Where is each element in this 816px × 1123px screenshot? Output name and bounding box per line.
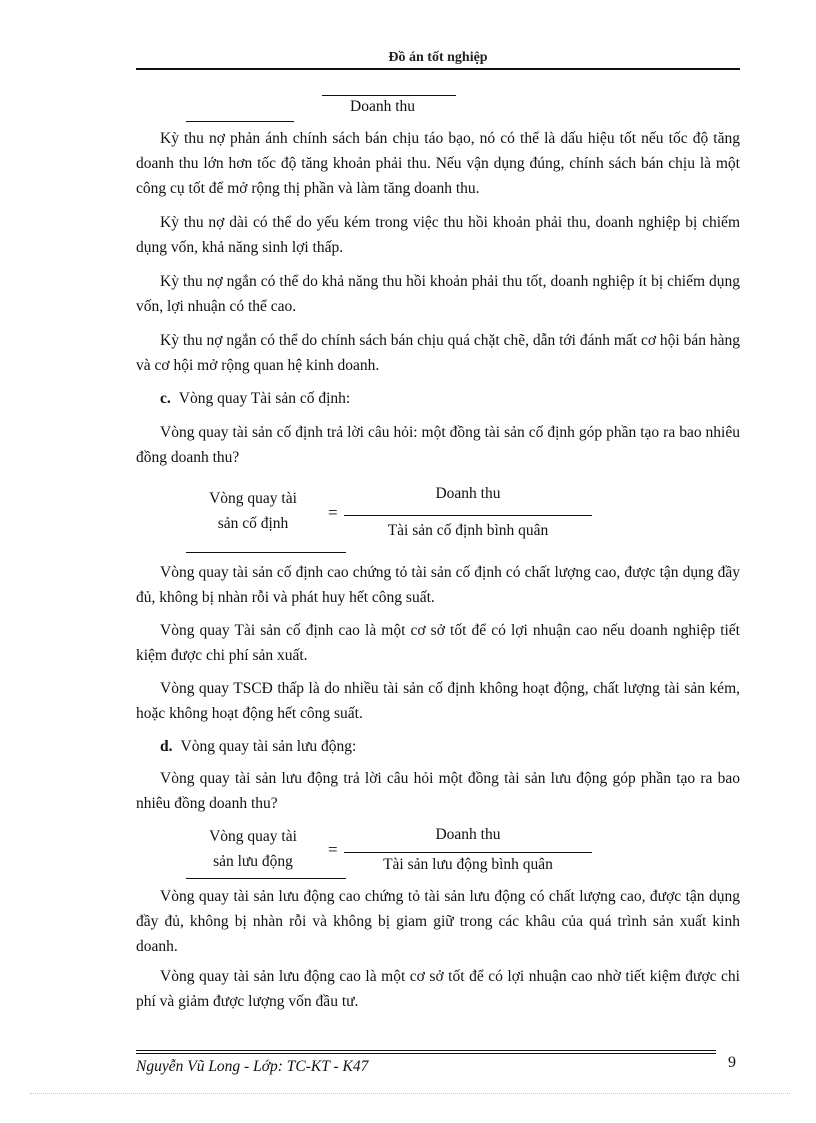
footer-divider-bottom bbox=[136, 1053, 716, 1054]
footer-divider-top bbox=[136, 1050, 716, 1051]
section-c-title: Vòng quay Tài sản cố định: bbox=[178, 390, 351, 407]
section-d-heading bbox=[160, 734, 356, 759]
section-c-paragraph-3: Vòng quay TSCĐ thấp là do nhiều tài sản cố định không hoạt động, chất lượng tài sản kém, hoặc không hoạt động hết công suất. bbox=[136, 680, 740, 722]
formula-d-numerator: Doanh thu bbox=[435, 826, 501, 843]
formula-d-underline bbox=[186, 878, 346, 879]
paragraph-4: Kỳ thu nợ ngắn có thể do chính sách bán chịu quá chặt chẽ, dẫn tới đánh mất cơ hội bán hàng và cơ hội mở rộng quan hệ kinh doanh. bbox=[136, 332, 740, 374]
page-number: 9 bbox=[728, 1054, 736, 1071]
section-c-letter: c. bbox=[160, 390, 171, 407]
section-d-paragraph-2: Vòng quay tài sản lưu động cao là một cơ sở tốt để có lợi nhuận cao nhờ tiết kiệm được chi phí và giảm được lượng vốn đầu tư. bbox=[136, 968, 740, 1010]
formula-d-equals: = bbox=[328, 840, 338, 859]
formula-d-left-line2: sản lưu động bbox=[213, 853, 293, 870]
formula-c-equals: = bbox=[328, 503, 338, 522]
paragraph-1: Kỳ thu nợ phản ánh chính sách bán chịu táo bạo, nó có thể là dấu hiệu tốt nếu tốc độ tăng doanh thu lớn hơn tốc độ tăng khoản phải thu. Nếu vận dụng đúng, chính sách bán chịu là một công cụ tốt để mở rộng thị phần và làm tăng doanh thu. bbox=[136, 130, 740, 197]
header-divider bbox=[136, 68, 740, 70]
section-c-paragraph-2: Vòng quay Tài sản cố định cao là một cơ sở tốt để có lợi nhuận cao nếu doanh nghiệp tiết kiệm được chi phí sản xuất. bbox=[136, 622, 740, 664]
page-bottom-dotted-line bbox=[30, 1093, 790, 1094]
top-left-underline bbox=[186, 121, 294, 122]
section-d-title: Vòng quay tài sản lưu động: bbox=[180, 738, 357, 755]
formula-c-left-line1: Vòng quay tài bbox=[209, 490, 297, 507]
paragraph-3: Kỳ thu nợ ngắn có thể do khả năng thu hồi khoản phải thu tốt, doanh nghiệp ít bị chiếm dụng vốn, lợi nhuận có thể cao. bbox=[136, 273, 740, 315]
top-fraction-denominator: Doanh thu bbox=[350, 98, 416, 115]
formula-d-left-line1: Vòng quay tài bbox=[209, 828, 297, 845]
section-c-paragraph-1: Vòng quay tài sản cố định cao chứng tỏ tài sản cố định có chất lượng cao, được tận dụng đầy đủ, không bị nhàn rỗi và phát huy hết công suất. bbox=[136, 564, 740, 606]
section-d-letter: d. bbox=[160, 738, 173, 755]
document-header-title: Đồ án tốt nghiệp bbox=[388, 50, 488, 65]
formula-d-fraction-bar bbox=[344, 852, 592, 853]
paragraph-2: Kỳ thu nợ dài có thể do yếu kém trong việc thu hồi khoản phải thu, doanh nghiệp bị chiếm dụng vốn, khả năng sinh lợi thấp. bbox=[136, 214, 740, 256]
formula-d-denominator: Tài sản lưu động bình quân bbox=[383, 856, 553, 873]
section-c-heading bbox=[160, 386, 350, 411]
formula-c-underline bbox=[186, 552, 346, 553]
formula-c-left-line2: sản cố định bbox=[217, 515, 289, 532]
formula-c-numerator: Doanh thu bbox=[435, 485, 501, 502]
section-d-paragraph-1: Vòng quay tài sản lưu động cao chứng tỏ tài sản lưu động có chất lượng cao, được tận dụng đầy đủ, không bị nhàn rỗi và không bị giam giữ trong các khâu của quá trình sản xuất kinh doanh. bbox=[136, 888, 740, 955]
section-c-intro: Vòng quay tài sản cố định trả lời câu hỏi: một đồng tài sản cố định góp phần tạo ra bao nhiêu đồng doanh thu? bbox=[136, 424, 740, 466]
section-d-intro: Vòng quay tài sản lưu động trả lời câu hỏi một đồng tài sản lưu động góp phần tạo ra bao nhiêu đồng doanh thu? bbox=[136, 770, 740, 812]
formula-c-fraction-bar bbox=[344, 515, 592, 516]
footer-author: Nguyễn Vũ Long - Lớp: TC-KT - K47 bbox=[136, 1058, 369, 1075]
formula-c-denominator: Tài sản cố định bình quân bbox=[387, 522, 549, 539]
top-fraction-bar bbox=[322, 95, 456, 96]
